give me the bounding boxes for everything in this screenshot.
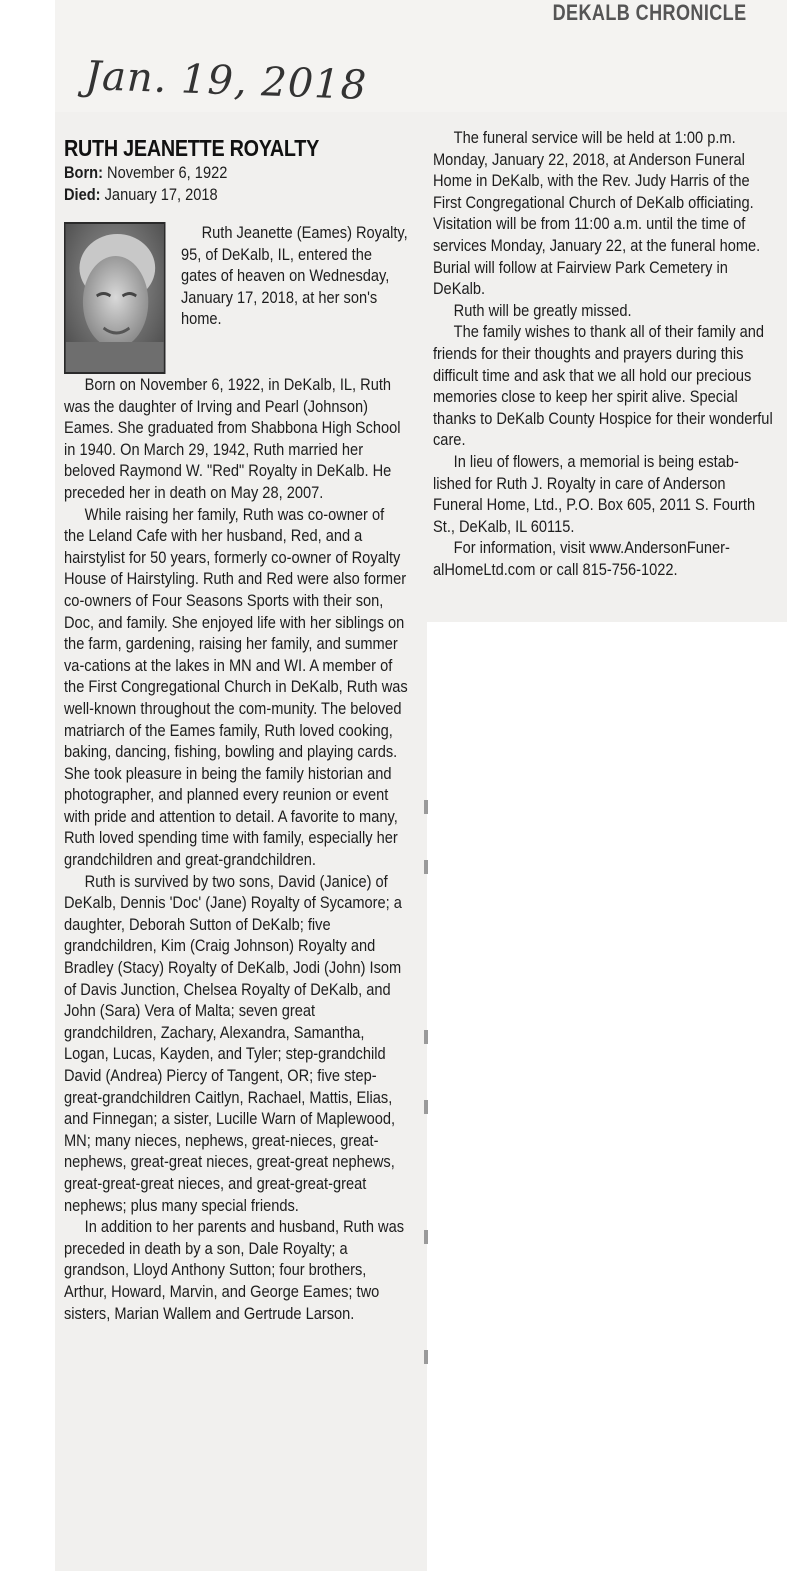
paragraph-survivors: Ruth is survived by two sons, David (Janice) of DeKalb, Dennis 'Doc' (Jane) Royalty of Sycamore; a daughter, Deborah Sutton of DeKalb; five grandchildren, Kim (Craig Johnson) Royalty and Bradley (Stacy) Royalty of DeKalb, Jodi (John) Isom of Davis Junction, Chelsea Royalty of DeKalb, and John (Sara) Vera of Malta; seven great grandchildren, Zachary, Alexandra, Samantha, Logan, Lucas, Kayden, and Tyler; step-grandchild David (Andrea) Piercy of Tangent, OR; five step-great-grandchildren Caitlyn, Rachael, Mattis, Elias, and Finnegan; a sister, Lucille Warn of Maplewood, MN; many nieces, nephews, great-nieces, great-nephews, great-great nieces, great-great nephews, great-great-great nieces, and great-great-great nephews; plus many special friends.	[64, 871, 402, 1215]
bleed-mark	[424, 860, 428, 874]
newspaper-masthead: DEKALB CHRONICLE	[553, 0, 747, 25]
paragraph-funeral: The funeral service will be held at 1:00 p.m. Monday, January 22, 2018, at Anderson Funeral Home in DeKalb, with the Rev. Judy Harris of the First Congregational Church of DeKalb officiating. Visitation will be from 11:00 a.m. until the time of services Monday, January 22, at the funeral home. Burial will follow at Fairview Park Cemetery in DeKalb.	[433, 128, 761, 299]
paragraph-thanks: The family wishes to thank all of their family and friends for their thoughts and prayers during this difficult time and ask that we all hold our precious memories close to keep her spirit alive. Special thanks to DeKalb County Hospice for their wonderful care.	[433, 322, 773, 450]
obituary-left-column	[64, 134, 408, 1324]
bleed-mark	[424, 1230, 428, 1244]
paragraph-preceded: In addition to her parents and husband, Ruth was preceded in death by a son, Dale Royalty; a grandson, Lloyd Anthony Sutton; four brothers, Arthur, Howard, Marvin, and George Eames; two sisters, Marian Wallem and Gertrude Larson.	[64, 1217, 405, 1323]
bleed-mark	[424, 800, 428, 814]
paragraph-memorial: In lieu of flowers, a memorial is being estab-lished for Ruth J. Royalty in care of Anderson Funeral Home, Ltd., P.O. Box 605, 2011 S. Fourth St., DeKalb, IL 60115.	[433, 451, 756, 536]
intro-text	[181, 222, 408, 374]
photo-row	[64, 222, 408, 374]
bleed-mark	[424, 1030, 428, 1044]
obituary-right-column	[433, 127, 777, 580]
died-value: January 17, 2018	[104, 185, 218, 204]
born-label: Born:	[64, 163, 103, 182]
obituary-name: RUTH JEANETTE ROYALTY	[64, 135, 320, 161]
paragraph-birth: Born on November 6, 1922, in DeKalb, IL, Ruth was the daughter of Irving and Pearl (Johnson) Eames. She graduated from Shabbona High School in 1940. On March 29, 1942, Ruth married her beloved Raymond W. "Red" Royalty in DeKalb. He preceded her in death on May 28, 2007.	[64, 375, 401, 502]
bleed-mark	[424, 1350, 428, 1364]
paragraph-information: For information, visit www.AndersonFuner-alHomeLtd.com or call 815-756-1022.	[433, 538, 730, 579]
paragraph-missed: Ruth will be greatly missed.	[453, 300, 632, 320]
bleed-mark	[424, 1100, 428, 1114]
paragraph-intro: Ruth Jeanette (Eames) Royalty, 95, of DeKalb, IL, entered the gates of heaven on Wednesday, January 17, 2018, at her son's home.	[180, 223, 408, 329]
died-label: Died:	[64, 185, 101, 204]
paragraph-life: While raising her family, Ruth was co-owner of the Leland Cafe with her husband, Red, and a hairstylist for 50 years, formerly co-owner of Royalty House of Hairstyling. Ruth and Red were also former co-owners of Four Seasons Sports with their son, Doc, and family. She enjoyed life with her siblings on the farm, gardening, raising her family, and summer va-cations at the lakes in MN and WI. A member of the First Congregational Church in DeKalb, Ruth was well-known throughout the com-munity. The beloved matriarch of the Eames family, Ruth loved cooking, baking, dancing, fishing, bowling and playing cards. She took pleasure in being the family historian and photographer, and planned every reunion or event with pride and attention to detail. A favorite to many, Ruth loved spending time with family, especially her grandchildren and great-grandchildren.	[64, 504, 408, 870]
died-line	[64, 184, 408, 206]
portrait-photo	[64, 222, 165, 374]
born-value: November 6, 1922	[107, 163, 228, 182]
born-line	[64, 162, 408, 184]
handwritten-date: Jan. 19, 2018	[84, 53, 368, 109]
